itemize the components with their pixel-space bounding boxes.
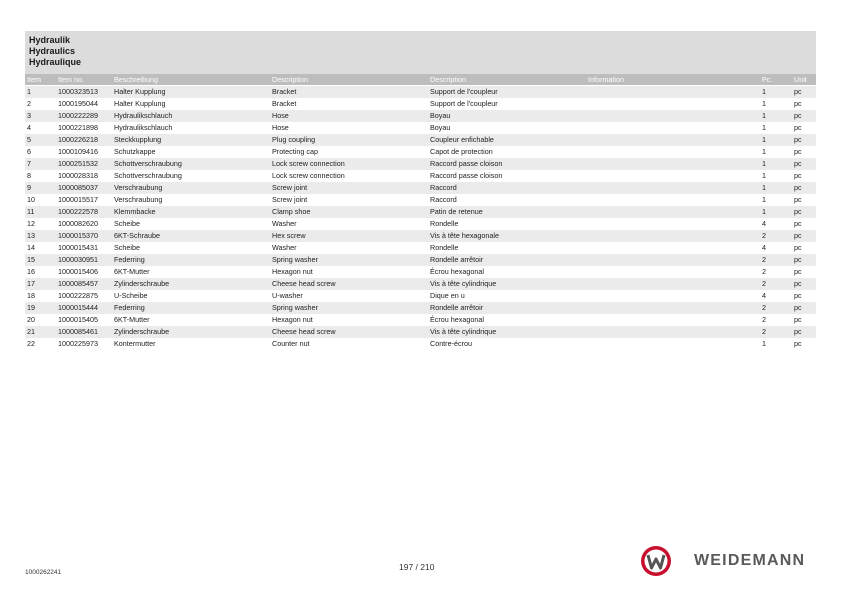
cell-item-no: 1000030951 xyxy=(58,255,98,264)
table-row xyxy=(25,158,816,170)
cell-description-fr: Coupleur enfichable xyxy=(430,135,494,144)
table-row xyxy=(25,326,816,338)
cell-description-fr: Contre-écrou xyxy=(430,339,472,348)
cell-beschreibung: Halter Kupplung xyxy=(114,99,166,108)
title-fr: Hydraulique xyxy=(29,57,82,67)
cell-unit: pc xyxy=(794,123,802,132)
cell-description-fr: Rondelle xyxy=(430,243,459,252)
cell-unit: pc xyxy=(794,327,802,336)
cell-description-en: Hose xyxy=(272,111,289,120)
col-item-no: Item no. xyxy=(58,75,84,84)
cell-description-en: Hexagon nut xyxy=(272,315,313,324)
cell-item: 22 xyxy=(27,339,35,348)
document-number: 1000262241 xyxy=(25,569,62,576)
cell-item-no: 1000015517 xyxy=(58,195,98,204)
cell-description-en: Bracket xyxy=(272,87,297,96)
cell-item: 12 xyxy=(27,219,35,228)
table-row xyxy=(25,218,816,230)
cell-beschreibung: 6KT-Mutter xyxy=(114,267,150,276)
cell-unit: pc xyxy=(794,315,802,324)
cell-pc: 4 xyxy=(762,243,766,252)
col-unit: Unit xyxy=(794,75,807,84)
cell-description-fr: Écrou hexagonal xyxy=(430,267,484,276)
table-row xyxy=(25,254,816,266)
cell-item-no: 1000015370 xyxy=(58,231,98,240)
cell-pc: 1 xyxy=(762,135,766,144)
cell-unit: pc xyxy=(794,267,802,276)
cell-beschreibung: 6KT-Schraube xyxy=(114,231,160,240)
cell-beschreibung: Hydraulikschlauch xyxy=(114,123,173,132)
cell-unit: pc xyxy=(794,111,802,120)
cell-item-no: 1000222875 xyxy=(58,291,98,300)
cell-description-en: Washer xyxy=(272,219,297,228)
cell-beschreibung: 6KT-Mutter xyxy=(114,315,150,324)
table-row xyxy=(25,122,816,134)
cell-description-fr: Boyau xyxy=(430,123,451,132)
cell-unit: pc xyxy=(794,159,802,168)
cell-pc: 1 xyxy=(762,99,766,108)
col-pc: Pc. xyxy=(762,75,773,84)
cell-description-en: U-washer xyxy=(272,291,303,300)
cell-pc: 1 xyxy=(762,87,766,96)
cell-beschreibung: Schottverschraubung xyxy=(114,171,182,180)
cell-item: 10 xyxy=(27,195,35,204)
cell-pc: 2 xyxy=(762,327,766,336)
col-information: Information xyxy=(588,75,624,84)
cell-item: 20 xyxy=(27,315,35,324)
cell-description-en: Plug coupling xyxy=(272,135,316,144)
cell-unit: pc xyxy=(794,243,802,252)
col-item: Item xyxy=(27,75,41,84)
cell-description-en: Screw joint xyxy=(272,183,308,192)
weidemann-logo-icon xyxy=(640,545,672,577)
cell-beschreibung: Verschraubung xyxy=(114,183,163,192)
cell-pc: 1 xyxy=(762,111,766,120)
cell-item-no: 1000221898 xyxy=(58,123,98,132)
cell-pc: 1 xyxy=(762,171,766,180)
cell-description-fr: Rondelle arrêtoir xyxy=(430,303,484,312)
section-header xyxy=(25,31,816,74)
section-titles xyxy=(29,35,81,68)
cell-description-en: Cheese head screw xyxy=(272,279,336,288)
cell-description-fr: Rondelle xyxy=(430,219,459,228)
table-row xyxy=(25,242,816,254)
title-de: Hydraulik xyxy=(29,35,71,45)
cell-beschreibung: Zylinderschraube xyxy=(114,279,170,288)
cell-description-fr: Vis à tête cylindrique xyxy=(430,279,497,288)
cell-description-fr: Raccord passe cloison xyxy=(430,159,503,168)
cell-item: 4 xyxy=(27,123,31,132)
parts-table-body xyxy=(25,86,816,350)
cell-item-no: 1000085461 xyxy=(58,327,98,336)
cell-pc: 2 xyxy=(762,303,766,312)
cell-beschreibung: Zylinderschraube xyxy=(114,327,170,336)
cell-pc: 4 xyxy=(762,219,766,228)
cell-beschreibung: Federring xyxy=(114,303,145,312)
cell-item-no: 1000085457 xyxy=(58,279,98,288)
cell-item-no: 1000109416 xyxy=(58,147,98,156)
cell-beschreibung: Federring xyxy=(114,255,145,264)
cell-item-no: 1000225973 xyxy=(58,339,98,348)
cell-unit: pc xyxy=(794,303,802,312)
cell-item-no: 1000015405 xyxy=(58,315,98,324)
cell-item: 7 xyxy=(27,159,31,168)
cell-beschreibung: Schottverschraubung xyxy=(114,159,182,168)
cell-pc: 1 xyxy=(762,147,766,156)
cell-description-fr: Raccord xyxy=(430,195,457,204)
cell-item-no: 1000085037 xyxy=(58,183,98,192)
cell-description-fr: Écrou hexagonal xyxy=(430,315,484,324)
cell-beschreibung: U-Scheibe xyxy=(114,291,148,300)
cell-pc: 2 xyxy=(762,255,766,264)
table-row xyxy=(25,266,816,278)
cell-item-no: 1000015406 xyxy=(58,267,98,276)
cell-beschreibung: Scheibe xyxy=(114,219,140,228)
cell-unit: pc xyxy=(794,291,802,300)
cell-description-fr: Raccord passe cloison xyxy=(430,171,503,180)
table-row xyxy=(25,182,816,194)
table-row xyxy=(25,206,816,218)
cell-beschreibung: Verschraubung xyxy=(114,195,163,204)
table-row xyxy=(25,338,816,350)
cell-description-en: Screw joint xyxy=(272,195,308,204)
cell-description-en: Washer xyxy=(272,243,297,252)
cell-beschreibung: Schutzkappe xyxy=(114,147,156,156)
cell-item-no: 1000222289 xyxy=(58,111,98,120)
cell-unit: pc xyxy=(794,147,802,156)
cell-unit: pc xyxy=(794,99,802,108)
brand-name: WEIDEMANN xyxy=(694,552,806,569)
cell-description-en: Spring washer xyxy=(272,303,318,312)
cell-pc: 1 xyxy=(762,159,766,168)
cell-unit: pc xyxy=(794,279,802,288)
cell-item: 19 xyxy=(27,303,35,312)
cell-beschreibung: Hydraulikschlauch xyxy=(114,111,173,120)
cell-pc: 2 xyxy=(762,231,766,240)
cell-unit: pc xyxy=(794,255,802,264)
table-row xyxy=(25,194,816,206)
table-header xyxy=(25,74,816,85)
cell-description-fr: Boyau xyxy=(430,111,451,120)
table-row xyxy=(25,290,816,302)
page-number: 197 / 210 xyxy=(399,562,435,572)
cell-description-en: Cheese head screw xyxy=(272,327,336,336)
cell-description-fr: Patin de retenue xyxy=(430,207,483,216)
cell-description-en: Protecting cap xyxy=(272,147,318,156)
cell-pc: 4 xyxy=(762,291,766,300)
cell-pc: 2 xyxy=(762,315,766,324)
cell-description-en: Bracket xyxy=(272,99,297,108)
cell-description-fr: Support de l'coupleur xyxy=(430,87,498,96)
cell-item: 11 xyxy=(27,207,35,216)
cell-description-fr: Rondelle arrêtoir xyxy=(430,255,484,264)
cell-unit: pc xyxy=(794,195,802,204)
cell-unit: pc xyxy=(794,219,802,228)
cell-description-en: Hex screw xyxy=(272,231,306,240)
cell-description-en: Counter nut xyxy=(272,339,310,348)
cell-description-fr: Vis à tête hexagonale xyxy=(430,231,500,240)
cell-item: 14 xyxy=(27,243,35,252)
cell-item-no: 1000323513 xyxy=(58,87,98,96)
table-row xyxy=(25,134,816,146)
title-en: Hydraulics xyxy=(29,46,76,56)
cell-pc: 2 xyxy=(762,279,766,288)
table-row xyxy=(25,314,816,326)
cell-beschreibung: Scheibe xyxy=(114,243,140,252)
cell-description-en: Hexagon nut xyxy=(272,267,313,276)
cell-unit: pc xyxy=(794,231,802,240)
cell-item: 3 xyxy=(27,111,31,120)
cell-item-no: 1000251532 xyxy=(58,159,98,168)
table-row xyxy=(25,86,816,98)
cell-unit: pc xyxy=(794,87,802,96)
table-row xyxy=(25,170,816,182)
table-row xyxy=(25,110,816,122)
cell-description-en: Lock screw connection xyxy=(272,159,345,168)
cell-item: 18 xyxy=(27,291,35,300)
cell-description-en: Clamp shoe xyxy=(272,207,311,216)
cell-item-no: 1000028318 xyxy=(58,171,98,180)
cell-description-fr: Dique en u xyxy=(430,291,465,300)
cell-unit: pc xyxy=(794,207,802,216)
cell-item: 6 xyxy=(27,147,31,156)
cell-item: 9 xyxy=(27,183,31,192)
cell-beschreibung: Halter Kupplung xyxy=(114,87,166,96)
cell-item: 5 xyxy=(27,135,31,144)
table-row xyxy=(25,302,816,314)
cell-description-en: Spring washer xyxy=(272,255,318,264)
cell-description-fr: Vis à tête cylindrique xyxy=(430,327,497,336)
cell-beschreibung: Steckkupplung xyxy=(114,135,162,144)
cell-description-en: Hose xyxy=(272,123,289,132)
cell-item: 13 xyxy=(27,231,35,240)
cell-unit: pc xyxy=(794,339,802,348)
cell-description-fr: Raccord xyxy=(430,183,457,192)
cell-item: 17 xyxy=(27,279,35,288)
col-beschreibung: Beschreibung xyxy=(114,75,158,84)
cell-item-no: 1000195044 xyxy=(58,99,98,108)
cell-item: 16 xyxy=(27,267,35,276)
cell-description-en: Lock screw connection xyxy=(272,171,345,180)
table-row xyxy=(25,98,816,110)
cell-beschreibung: Klemmbacke xyxy=(114,207,156,216)
cell-pc: 1 xyxy=(762,183,766,192)
cell-item-no: 1000015431 xyxy=(58,243,98,252)
cell-pc: 1 xyxy=(762,339,766,348)
table-row xyxy=(25,278,816,290)
cell-item: 1 xyxy=(27,87,31,96)
cell-description-fr: Capot de protection xyxy=(430,147,493,156)
cell-item-no: 1000082620 xyxy=(58,219,98,228)
table-row xyxy=(25,146,816,158)
cell-item-no: 1000015444 xyxy=(58,303,98,312)
cell-unit: pc xyxy=(794,171,802,180)
cell-item: 8 xyxy=(27,171,31,180)
cell-description-fr: Support de l'coupleur xyxy=(430,99,498,108)
table-row xyxy=(25,230,816,242)
cell-beschreibung: Kontermutter xyxy=(114,339,156,348)
cell-item: 21 xyxy=(27,327,35,336)
cell-pc: 1 xyxy=(762,195,766,204)
cell-item-no: 1000226218 xyxy=(58,135,98,144)
cell-item: 15 xyxy=(27,255,35,264)
col-description-en: Description xyxy=(272,75,308,84)
cell-item-no: 1000222578 xyxy=(58,207,98,216)
cell-pc: 1 xyxy=(762,123,766,132)
cell-pc: 1 xyxy=(762,207,766,216)
cell-unit: pc xyxy=(794,183,802,192)
col-description-fr: Description xyxy=(430,75,466,84)
cell-unit: pc xyxy=(794,135,802,144)
cell-pc: 2 xyxy=(762,267,766,276)
cell-item: 2 xyxy=(27,99,31,108)
